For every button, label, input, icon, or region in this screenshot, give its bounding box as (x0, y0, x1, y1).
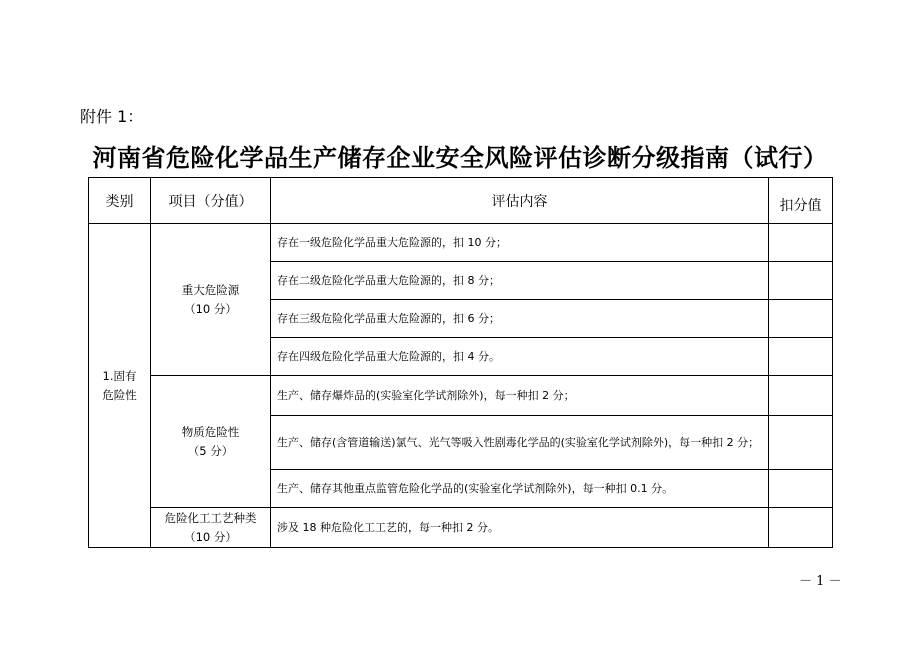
table-header-row (89, 178, 833, 224)
item-cell (151, 224, 271, 376)
category-cell (89, 224, 151, 548)
item-cell (151, 376, 271, 508)
deduction-cell (769, 508, 833, 548)
header-deduction: 扣分值 (769, 178, 833, 224)
content-cell: 涉及 18 种危险化工工艺的，每一种扣 2 分。 (271, 508, 769, 548)
table-row (89, 224, 833, 262)
deduction-cell (769, 300, 833, 338)
page-number: － 1 － (799, 574, 842, 589)
attachment-label: 附件 1： (80, 107, 144, 126)
item-name: 危险化工工艺种类 (164, 510, 257, 525)
item-score: （5 分） (187, 443, 234, 458)
content-cell: 存在二级危险化学品重大危险源的，扣 8 分； (271, 262, 769, 300)
content-cell: 生产、储存爆炸品的(实验室化学试剂除外)，每一种扣 2 分； (271, 376, 769, 416)
header-item: 项目（分值） (151, 178, 271, 224)
header-content: 评估内容 (271, 178, 769, 224)
content-cell: 存在四级危险化学品重大危险源的，扣 4 分。 (271, 338, 769, 376)
item-name: 重大危险源 (181, 282, 240, 297)
header-category: 类别 (89, 178, 151, 224)
deduction-cell (769, 224, 833, 262)
content-cell: 生产、储存(含管道输送)氯气、光气等吸入性剧毒化学品的(实验室化学试剂除外)，每一种扣 2 分； (271, 416, 769, 470)
deduction-cell (769, 470, 833, 508)
deduction-cell (769, 338, 833, 376)
item-name: 物质危险性 (181, 424, 240, 439)
deduction-cell (769, 376, 833, 416)
deduction-cell (769, 416, 833, 470)
item-score: （10 分） (184, 529, 237, 544)
content-cell: 生产、储存其他重点监管危险化学品的(实验室化学试剂除外)，每一种扣 0.1 分。 (271, 470, 769, 508)
item-cell (151, 508, 271, 548)
deduction-cell (769, 262, 833, 300)
category-label: 1.固有危险性 (102, 368, 137, 402)
document-title: 河南省危险化学品生产储存企业安全风险评估诊断分级指南（试行） (92, 144, 828, 172)
content-cell: 存在一级危险化学品重大危险源的，扣 10 分； (271, 224, 769, 262)
table-row (89, 508, 833, 548)
content-cell: 存在三级危险化学品重大危险源的，扣 6 分； (271, 300, 769, 338)
assessment-table (88, 177, 833, 548)
item-score: （10 分） (184, 301, 237, 316)
table-row (89, 376, 833, 416)
